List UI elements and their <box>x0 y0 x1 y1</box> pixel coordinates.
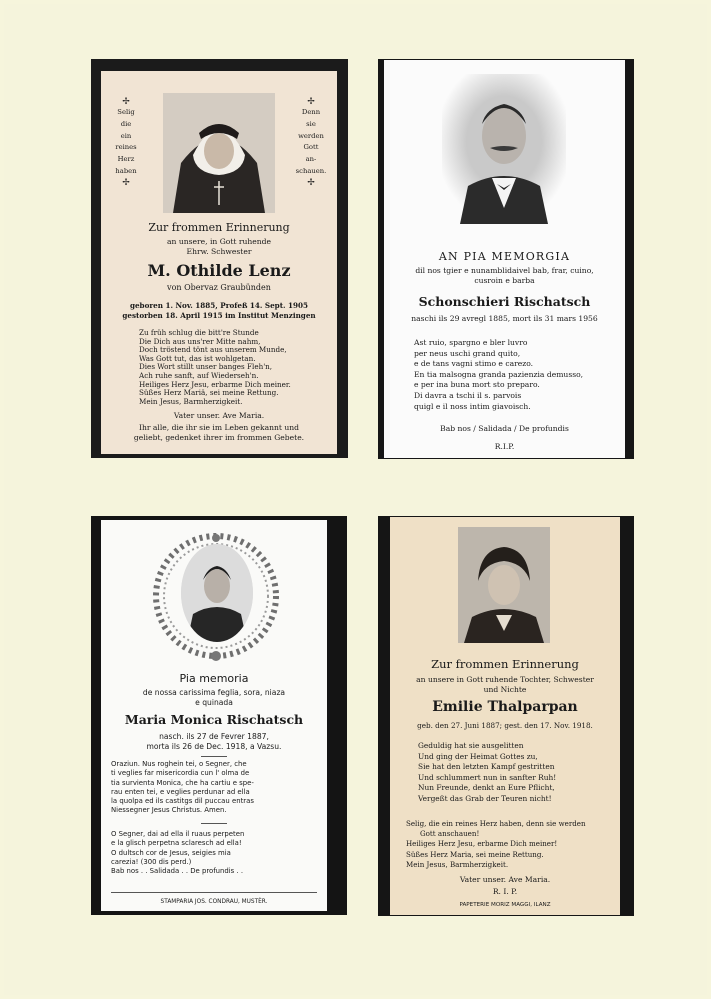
memorial-poem <box>139 329 291 406</box>
prayer-line: Oraziun. Nus roghein tei, o Segner, che <box>111 760 247 768</box>
origin: von Obervaz Graubünden <box>167 283 271 292</box>
poem-line: Süßes Herz Mariä, sei meine Rettung. <box>139 388 279 398</box>
rip-line: R. I. P. <box>492 887 518 896</box>
prayer-line: Vater unser. Ave Maria. <box>173 411 265 420</box>
dates-died: gestorben 18. April 1915 im Institut Menzingen <box>122 311 316 320</box>
divider <box>201 823 227 824</box>
verse-word: Gott <box>303 143 319 152</box>
prayer-line: Vater unser. Ave Maria. <box>459 875 551 884</box>
invocation-line: e la glisch perpetna sclaresch ad ella! <box>111 839 242 848</box>
poem-line: quigl e il noss intim giavoisch. <box>414 401 531 411</box>
invocation-line: carezia! (300 dis perd.) <box>111 857 192 866</box>
closing-line: Ihr alle, die ihr sie im Leben gekannt und <box>138 423 300 432</box>
poem-line: Ast ruio, spargno e bler luvro <box>414 338 528 347</box>
verse-word: Selig <box>117 108 135 116</box>
dates-born: geboren 1. Nov. 1885, Profeß 14. Sept. 1905 <box>129 301 309 310</box>
card-intro: dil nos tgier e nunamblidaivel bab, frar, cuino, <box>415 266 594 275</box>
memorial-card-maria-monica-rischatsch <box>91 516 347 915</box>
deceased-name: Maria Monica Rischatsch <box>124 712 304 727</box>
card-intro: an unsere, in Gott ruhende <box>167 237 271 246</box>
prayer-line: ti veglies far misericordia cun l' olma de <box>111 769 250 778</box>
portrait-image <box>181 544 253 642</box>
cross-icon: ✢ <box>307 177 315 188</box>
poem-line: Doch tröstend tönt aus unserem Munde, <box>139 345 287 355</box>
invocation-line: O dultsch cor de Jesus, seigies mia <box>111 848 231 857</box>
prayer-line: Bab nos / Salidada / De profundis <box>440 424 569 433</box>
invocation-line: Bab nos . . Salidada . . De profundis . . <box>111 867 244 876</box>
dates-born: nasch. ils 27 de Fevrer 1887, <box>159 732 269 741</box>
poem-line: Was Gott tut, das ist wohlgetan. <box>139 353 256 363</box>
card-intro: und Nichte <box>483 685 527 694</box>
card-paper <box>101 71 337 454</box>
verse-word: haben <box>115 166 137 175</box>
poem-line: e de tans vagni stimo e carezo. <box>414 359 534 369</box>
poem-line: Und ging der Heimat Gottes zu, <box>418 751 538 761</box>
divider <box>201 756 227 757</box>
printer-imprint: STAMPARIA JOS. CONDRAU, MUSTÈR. <box>160 899 268 905</box>
invocation-line: O Segner, dai ad ella il ruaus perpeten <box>111 830 245 838</box>
poem-line: Sie hat den letzten Kampf gestritten <box>418 762 555 772</box>
card-intro: cusroin e barba <box>474 276 535 285</box>
left-verse-column <box>109 97 143 188</box>
cross-icon: ✢ <box>122 177 130 188</box>
closing-line: Mein Jesus, Barmherzigkeit. <box>406 859 509 869</box>
verse-word: sie <box>306 119 316 128</box>
verse-word: reines <box>115 143 137 152</box>
poem-line: per neus uschi grand quito, <box>414 348 521 358</box>
poem-line: Heiliges Herz Jesu, erbarme Dich meiner. <box>139 379 291 389</box>
verse-word: Denn <box>301 108 321 116</box>
closing-paragraph <box>406 819 616 870</box>
poem-line: Mein Jesus, Barmherzigkeit. <box>139 396 243 406</box>
closing-line: Süßes Herz Maria, sei meine Rettung. <box>406 849 544 859</box>
card-heading: Pia memoria <box>179 672 249 685</box>
verse-word: ein <box>120 131 132 140</box>
poem-line: Die Dich aus uns'rer Mitte nahm, <box>139 336 261 346</box>
verse-word: werden <box>298 131 324 140</box>
poem-line: Geduldig hat sie ausgelitten <box>418 741 524 750</box>
portrait-image <box>163 93 275 213</box>
cross-icon: ✢ <box>122 97 130 107</box>
prayer-paragraph <box>111 760 321 816</box>
card-heading: AN PIA MEMORGIA <box>438 250 571 263</box>
card-paper <box>101 520 327 911</box>
dates: geb. den 27. Juni 1887; gest. den 17. Nov. 1918. <box>417 721 593 730</box>
card-intro: de nossa carissima feglia, sora, niaza <box>142 688 286 697</box>
portrait-image <box>458 527 550 643</box>
closing-line: Heiliges Herz Jesu, erbarme Dich meiner! <box>406 839 558 849</box>
closing-line: geliebt, gedenket ihrer im frommen Gebete. <box>133 433 305 442</box>
verse-word: die <box>120 119 132 128</box>
memorial-card-othilde-lenz <box>91 59 348 458</box>
invocation-paragraph <box>111 830 321 876</box>
poem-line: Ach ruhe sanft, auf Wiederseh'n. <box>139 370 259 380</box>
poem-line: Vergeßt das Grab der Teuren nicht! <box>418 793 552 803</box>
deceased-name: Schonschieri Rischatsch <box>418 294 591 309</box>
verse-word: an- <box>305 155 317 164</box>
poem-line: Di davra a tschi il s. parvois <box>414 390 522 400</box>
memorial-card-schonschieri-rischatsch <box>378 59 634 459</box>
closing-line: Gott anschauen! <box>420 829 480 839</box>
card-intro: an unsere in Gott ruhende Tochter, Schwester <box>416 675 594 684</box>
prayer-line: Niessegner Jesus Christus. Amen. <box>111 806 227 815</box>
closing-line: Selig, die ein reines Herz haben, denn sie werden <box>406 819 586 828</box>
cross-icon: ✢ <box>307 97 315 107</box>
prayer-line: rau enten tei, e veglies perdunar ad ella <box>111 787 250 796</box>
poem-line: Zu früh schlug die bitt're Stunde <box>139 328 259 337</box>
verse-word: Herz <box>117 155 135 164</box>
dates-died: morta ils 26 de Dec. 1918, a Vazsu. <box>146 742 282 751</box>
poem-line: Nun Freunde, denkt an Eure Pflicht, <box>418 783 555 793</box>
poem-line: En tia malsogna granda pazienzia demusso, <box>414 369 584 379</box>
memorial-poem <box>418 741 556 805</box>
poem-line: Dies Wort stillt unser banges Fleh'n, <box>139 362 273 372</box>
portrait-image <box>442 74 566 224</box>
divider <box>111 892 317 893</box>
deceased-name: M. Othilde Lenz <box>147 261 291 280</box>
prayer-line: la quolpa ed ils castitgs dil puccau entras <box>111 797 254 806</box>
deceased-name: Emilie Thalparpan <box>432 699 578 715</box>
card-heading: Zur frommen Erinnerung <box>148 221 290 234</box>
memorial-card-emilie-thalparpan <box>378 516 634 916</box>
memorial-poem <box>414 338 583 412</box>
right-verse-column <box>293 97 329 188</box>
prayer-line: tia survienta Monica, che ha cartiu e spe- <box>111 778 254 787</box>
poem-line: e per ina buna mort sto preparo. <box>414 380 540 390</box>
card-heading: Zur frommen Erinnerung <box>431 657 579 671</box>
card-intro-title: Ehrw. Schwester <box>186 247 252 256</box>
poem-line: Und schlummert nun in sanfter Ruh! <box>418 772 557 782</box>
card-paper <box>384 60 625 458</box>
card-intro: e quinada <box>195 698 233 707</box>
printer-imprint: PAPETERIE MORIZ MAGGI, ILANZ <box>459 902 551 908</box>
verse-word: schauen. <box>295 166 327 175</box>
dates: naschi ils 29 avregl 1885, mort ils 31 mars 1956 <box>411 314 598 323</box>
card-paper <box>390 517 620 915</box>
rip-line: R.I.P. <box>494 442 515 451</box>
